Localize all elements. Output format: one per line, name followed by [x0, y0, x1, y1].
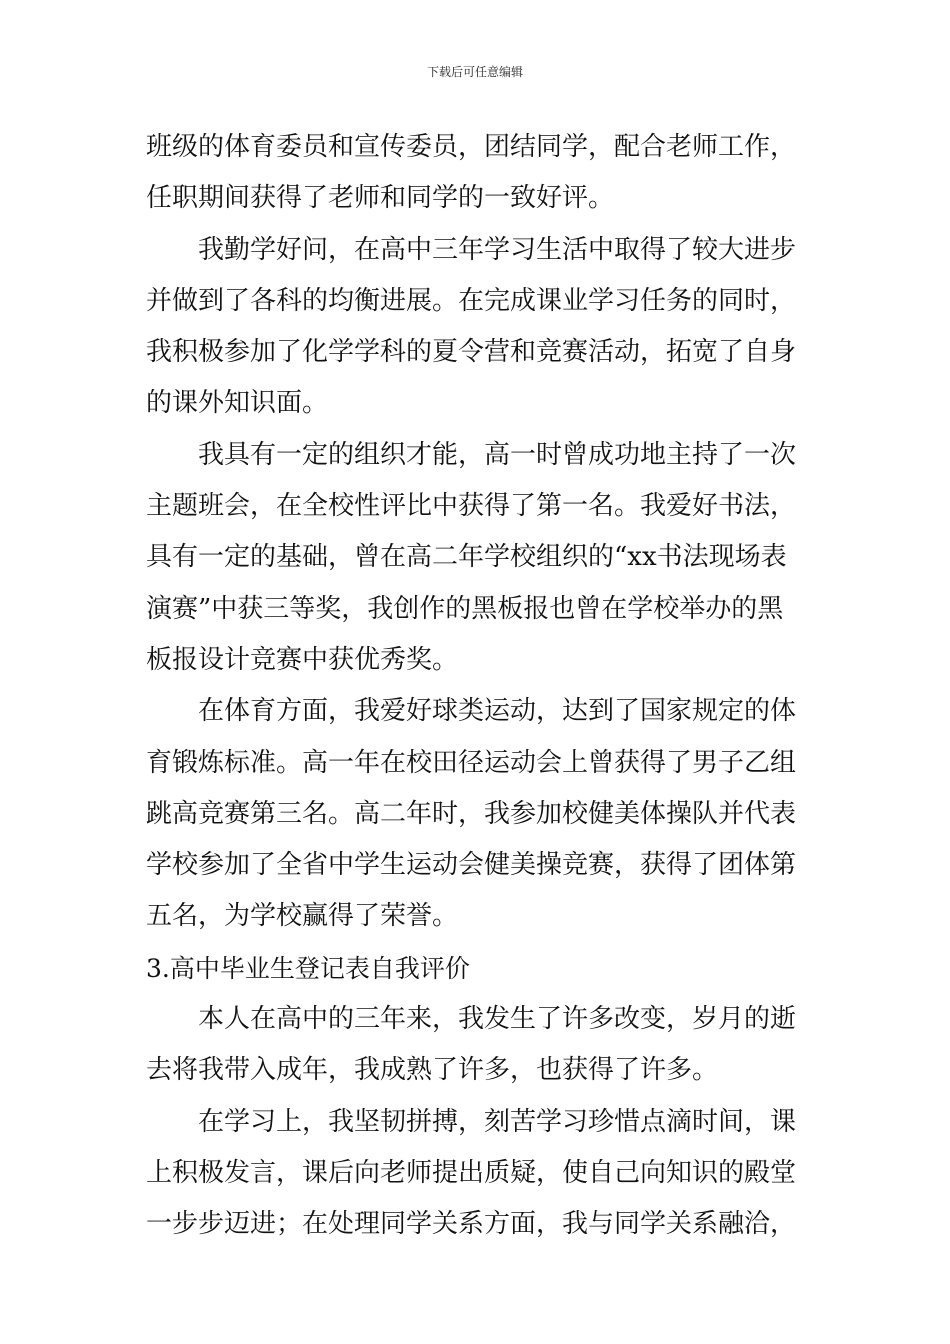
- text-line: 的课外知识面。: [146, 388, 329, 419]
- section-heading: 3.高中毕业生登记表自我评价: [146, 953, 470, 983]
- text-line: 上积极发言，课后向老师提出质疑，使自己向知识的殿堂: [146, 1157, 797, 1188]
- paragraph-start-line: 我勤学好问，在高中三年学习生活中取得了较大进步: [198, 234, 797, 265]
- text-line: 育锻炼标准。高一年在校田径运动会上曾获得了男子乙组: [146, 747, 797, 778]
- text-line: 五名，为学校赢得了荣誉。: [146, 901, 459, 932]
- text-line: 板报设计竞赛中获优秀奖。: [146, 644, 459, 675]
- document-body: [146, 122, 810, 1251]
- paragraph-start-line: 我具有一定的组织才能，高一时曾成功地主持了一次: [198, 439, 797, 470]
- paragraph-start-line: 在学习上，我坚韧拼搏，刻苦学习珍惜点滴时间，课: [198, 1106, 797, 1137]
- text-line: 我积极参加了化学学科的夏令营和竞赛活动，拓宽了自身: [146, 337, 797, 368]
- text-line: 任职期间获得了老师和同学的一致好评。: [146, 183, 615, 214]
- paragraph-start-line: 本人在高中的三年来，我发生了许多改变，岁月的逝: [198, 1004, 797, 1035]
- text-line: 具有一定的基础，曾在高二年学校组织的“xx书法现场表: [146, 542, 787, 573]
- text-line: 演赛”中获三等奖，我创作的黑板报也曾在学校举办的黑: [146, 593, 784, 624]
- page-header: 下载后可任意编辑: [426, 65, 523, 79]
- text-line: 学校参加了全省中学生运动会健美操竞赛，获得了团体第: [146, 850, 797, 881]
- text-line: 班级的体育委员和宣传委员，团结同学，配合老师工作，: [146, 132, 797, 162]
- text-line: 一步步迈进；在处理同学关系方面，我与同学关系融洽，: [146, 1209, 797, 1240]
- text-line: 去将我带入成年，我成熟了许多，也获得了许多。: [146, 1055, 719, 1086]
- text-line: 主题班会，在全校性评比中获得了第一名。我爱好书法，: [146, 491, 797, 522]
- text-line: 跳高竞赛第三名。高二年时，我参加校健美体操队并代表: [146, 798, 797, 829]
- paragraph-start-line: 在体育方面，我爱好球类运动，达到了国家规定的体: [198, 696, 797, 727]
- text-line: 并做到了各科的均衡进展。在完成课业学习任务的同时，: [146, 285, 797, 316]
